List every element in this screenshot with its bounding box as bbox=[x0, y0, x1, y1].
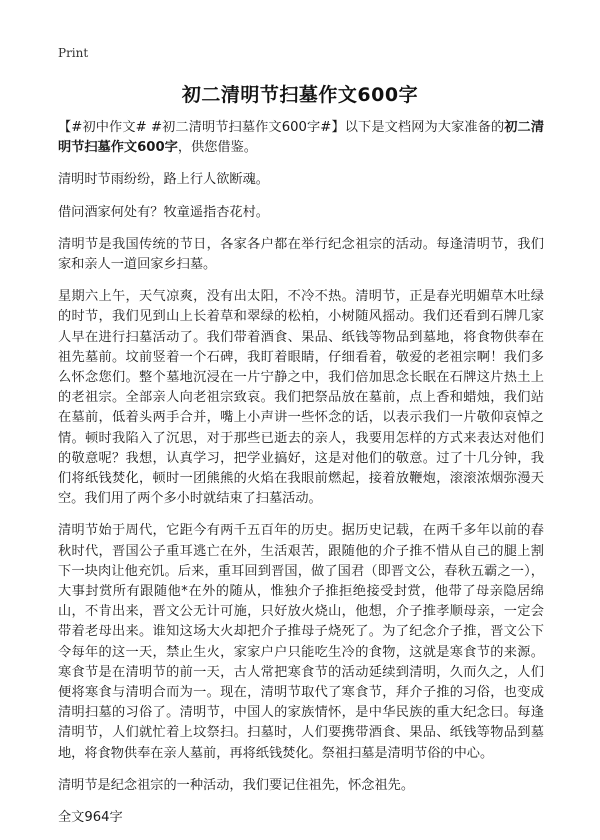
word-count: 全文964字 bbox=[58, 810, 123, 826]
print-label: Print bbox=[58, 46, 89, 60]
poem-line-1: 清明时节雨纷纷，路上行人欲断魂。 bbox=[58, 172, 269, 188]
intro-lead: 以下是文档网为大家准备的 bbox=[344, 120, 505, 135]
body-paragraph: 清明节是纪念祖宗的一种活动，我们要记住祖先，怀念祖先。 bbox=[58, 777, 415, 793]
poem-line-2: 借问酒家何处有？牧童遥指杏花村。 bbox=[58, 204, 269, 220]
intro-tail: ，供您借鉴。 bbox=[177, 140, 257, 156]
intro-bold-title: 初二清明节扫墓作文600字 bbox=[58, 120, 545, 156]
page-title: 初二清明节扫墓作文600字 bbox=[181, 84, 419, 106]
body-paragraph: 清明节是我国传统的节日，各家各户都在举行纪念祖宗的活动。每逢清明节，我们家和亲人一道回家乡扫墓。 bbox=[58, 236, 544, 273]
intro-paragraph bbox=[58, 118, 544, 158]
body-paragraph: 星期六上午，天气凉爽，没有出太阳，不冷不热。清明节，正是春光明媚草木吐绿的时节，我们见到山上长着草和翠绿的松柏，小树随风摇动。我们还看到石牌几家人早在进行扫墓活动了。我们带着酒食、果品、纸钱等物品到墓地，将食物供奉在祖先墓前。坟前竖着一个石碑，我盯着眼睛，仔细看着，敬爱的老祖宗啊！我们多么怀念您们。整个墓地沉浸在一片宁静之中，我们倍加思念长眠在石牌这片热土上的老祖宗。全部亲人向老祖宗致哀。我们把祭品放在墓前，点上香和蜡烛，我们站在墓前，低着头两手合并，嘴上小声讲一些怀念的话，以表示我们一片敬仰哀悼之情。顿时我陷入了沉思，对于那些已逝去的亲人，我要用怎样的方式来表达对他们的敬意呢？我想，认真学习，把学业搞好，这是对他们的敬意。过了十几分钟，我们将纸钱焚化，顿时一团熊熊的火焰在我眼前燃起，接着放鞭炮，滚滚浓烟弥漫天空。我们用了两个多小时就结束了扫墓活动。 bbox=[58, 289, 544, 507]
article-body bbox=[58, 118, 544, 840]
body-paragraph: 清明节始于周代，它距今有两千五百年的历史。据历史记载，在两千多年以前的春秋时代，晋国公子重耳逃亡在外，生活艰苦，跟随他的介子推不惜从自己的腿上割下一块肉让他充饥。后来，重耳回到晋国，做了国君（即晋文公，春秋五霸之一），大事封赏所有跟随他*在外的随从，惟独介子推拒绝接受封赏，他带了母亲隐居绵山，不肯出来，晋文公无计可施，只好放火烧山，他想，介子推孝顺母亲，一定会带着老母出来。谁知这场大火却把介子推母子烧死了。为了纪念介子推，晋文公下令每年的这一天，禁止生火，家家户户只能吃生冷的食物，这就是寒食节的来源。寒食节是在清明节的前一天，古人常把寒食节的活动延续到清明，久而久之，人们便将寒食与清明合而为一。现在，清明节取代了寒食节，拜介子推的习俗，也变成清明扫墓的习俗了。清明节，中国人的家族情怀，是中华民族的重大纪念曰。每逢清明节，人们就忙着上坟祭扫。扫墓时，人们要携带酒食、果品、纸钱等物品到墓地，将食物供奉在亲人墓前，再将纸钱焚化。祭祖扫墓是清明节俗的中心。 bbox=[58, 523, 544, 761]
intro-tags: 【#初中作文# #初二清明节扫墓作文600字#】 bbox=[58, 120, 345, 135]
